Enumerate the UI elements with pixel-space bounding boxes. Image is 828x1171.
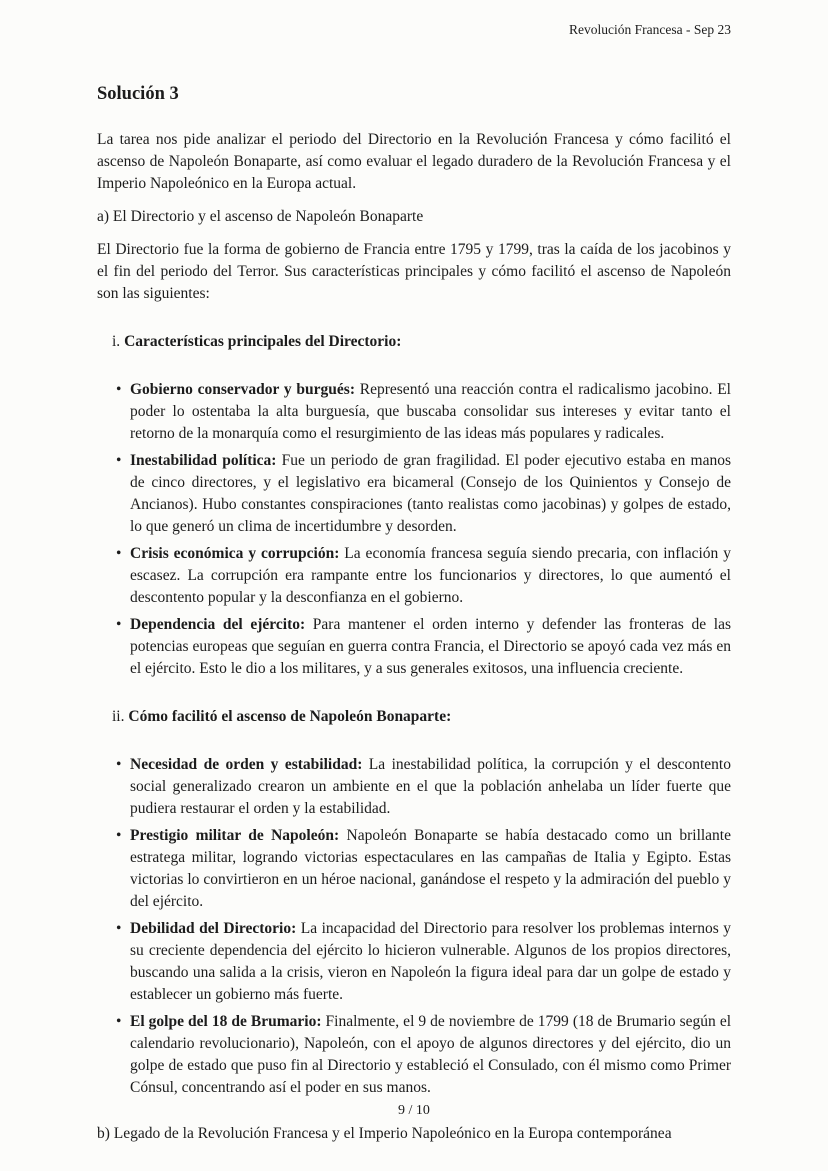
list-item-text: La inestabilidad política, la corrupción y el descontento social generalizado crearon un ambiente en el que la población anhelaba un líder fuerte que pudiera restaurar el orden y la estabilidad.: [130, 756, 731, 817]
list-item-text: Napoleón Bonaparte se había destacado como un brillante estratega militar, logrando victorias espectaculares en las campañas de Italia y Egipto. Estas victorias lo convirtieron en un héroe nacional, ganándose el respeto y la admiración del pueblo y del ejército.: [130, 827, 731, 910]
list-item-lead: Crisis económica y corrupción:: [130, 545, 340, 562]
list-item: [97, 1011, 731, 1099]
list-item: [97, 918, 731, 1006]
page-number: 9 / 10: [398, 1103, 430, 1118]
list-heading-ii: [112, 706, 731, 728]
bullet-list-i: [97, 379, 731, 680]
list-heading-i: [112, 331, 731, 353]
list-heading-ii-text: Cómo facilitó el ascenso de Napoleón Bonaparte:: [128, 708, 452, 725]
list-item-text: Finalmente, el 9 de noviembre de 1799 (18 de Brumario según el calendario revolucionario), Napoleón, con el apoyo de algunos directores y del ejército, dio un golpe de estado que puso fin al Directorio y estableció el Consulado, con él mismo como Primer Cónsul, concentrando así el poder en sus manos.: [130, 1013, 732, 1096]
list-item-text: La economía francesa seguía siendo precaria, con inflación y escasez. La corrupción era rampante entre los funcionarios y directores, lo que aumentó el descontento popular y la desconfianza en el gobierno.: [130, 545, 731, 606]
list-item: [97, 450, 731, 538]
running-header: Revolución Francesa - Sep 23: [569, 22, 731, 37]
list-heading-i-text: Características principales del Directorio:: [124, 333, 402, 350]
list-marker-i: i.: [112, 333, 121, 350]
list-item-text: Representó una reacción contra el radicalismo jacobino. El poder lo ostentaba la alta burguesía, que buscaba consolidar sus intereses y evitar tanto el retorno de la monarquía como el resurgimiento de las ideas más populares y radicales.: [130, 381, 731, 442]
list-item: [97, 543, 731, 609]
list-item-lead: Dependencia del ejército:: [130, 616, 306, 633]
list-item-lead: Prestigio militar de Napoleón:: [130, 827, 340, 844]
section-a-intro: El Directorio fue la forma de gobierno de Francia entre 1795 y 1799, tras la caída de los jacobinos y el fin del periodo del Terror. Sus características principales y cómo facilitó el ascenso de Napoleón son las siguientes:: [97, 241, 731, 302]
list-item-text: La incapacidad del Directorio para resolver los problemas internos y su creciente dependencia del ejército lo hicieron vulnerable. Algunos de los propios directores, buscando una salida a la crisis, vieron en Napoleón la figura ideal para dar un golpe de estado y establecer un gobierno más fuerte.: [130, 920, 732, 1003]
list-item-text: Para mantener el orden interno y defender las fronteras de las potencias europeas que seguían en guerra contra Francia, el Directorio se apoyó cada vez más en el ejército. Esto le dio a los militares, y a sus generales exitosos, una influencia creciente.: [130, 616, 731, 677]
list-item: [97, 754, 731, 820]
list-item-lead: Inestabilidad política:: [130, 452, 277, 469]
document-content: [97, 84, 731, 1156]
list-item: [97, 825, 731, 913]
list-item-lead: Necesidad de orden y estabilidad:: [130, 756, 363, 773]
list-item-lead: Gobierno conservador y burgués:: [130, 381, 355, 398]
list-item-lead: El golpe del 18 de Brumario:: [130, 1013, 322, 1030]
list-item: [97, 379, 731, 445]
section-a-label: a) El Directorio y el ascenso de Napoleón Bonaparte: [97, 208, 424, 225]
list-item-lead: Debilidad del Directorio:: [130, 920, 297, 937]
list-item: [97, 614, 731, 680]
page-title: Solución 3: [97, 84, 179, 104]
section-b-label: b) Legado de la Revolución Francesa y el Imperio Napoleónico en la Europa contemporánea: [97, 1125, 672, 1142]
list-marker-ii: ii.: [112, 708, 125, 725]
intro-paragraph: La tarea nos pide analizar el periodo del Directorio en la Revolución Francesa y cómo facilitó el ascenso de Napoleón Bonaparte, así como evaluar el legado duradero de la Revolución Francesa y el Imperio Napoleónico en la Europa actual.: [97, 131, 731, 192]
list-item-text: Fue un periodo de gran fragilidad. El poder ejecutivo estaba en manos de cinco directores, y el legislativo era bicameral (Consejo de los Quinientos y Consejo de Ancianos). Hubo constantes conspiraciones (tanto realistas como jacobinas) y golpes de estado, lo que generó un clima de incertidumbre y desorden.: [130, 452, 731, 535]
bullet-list-ii: [97, 754, 731, 1099]
